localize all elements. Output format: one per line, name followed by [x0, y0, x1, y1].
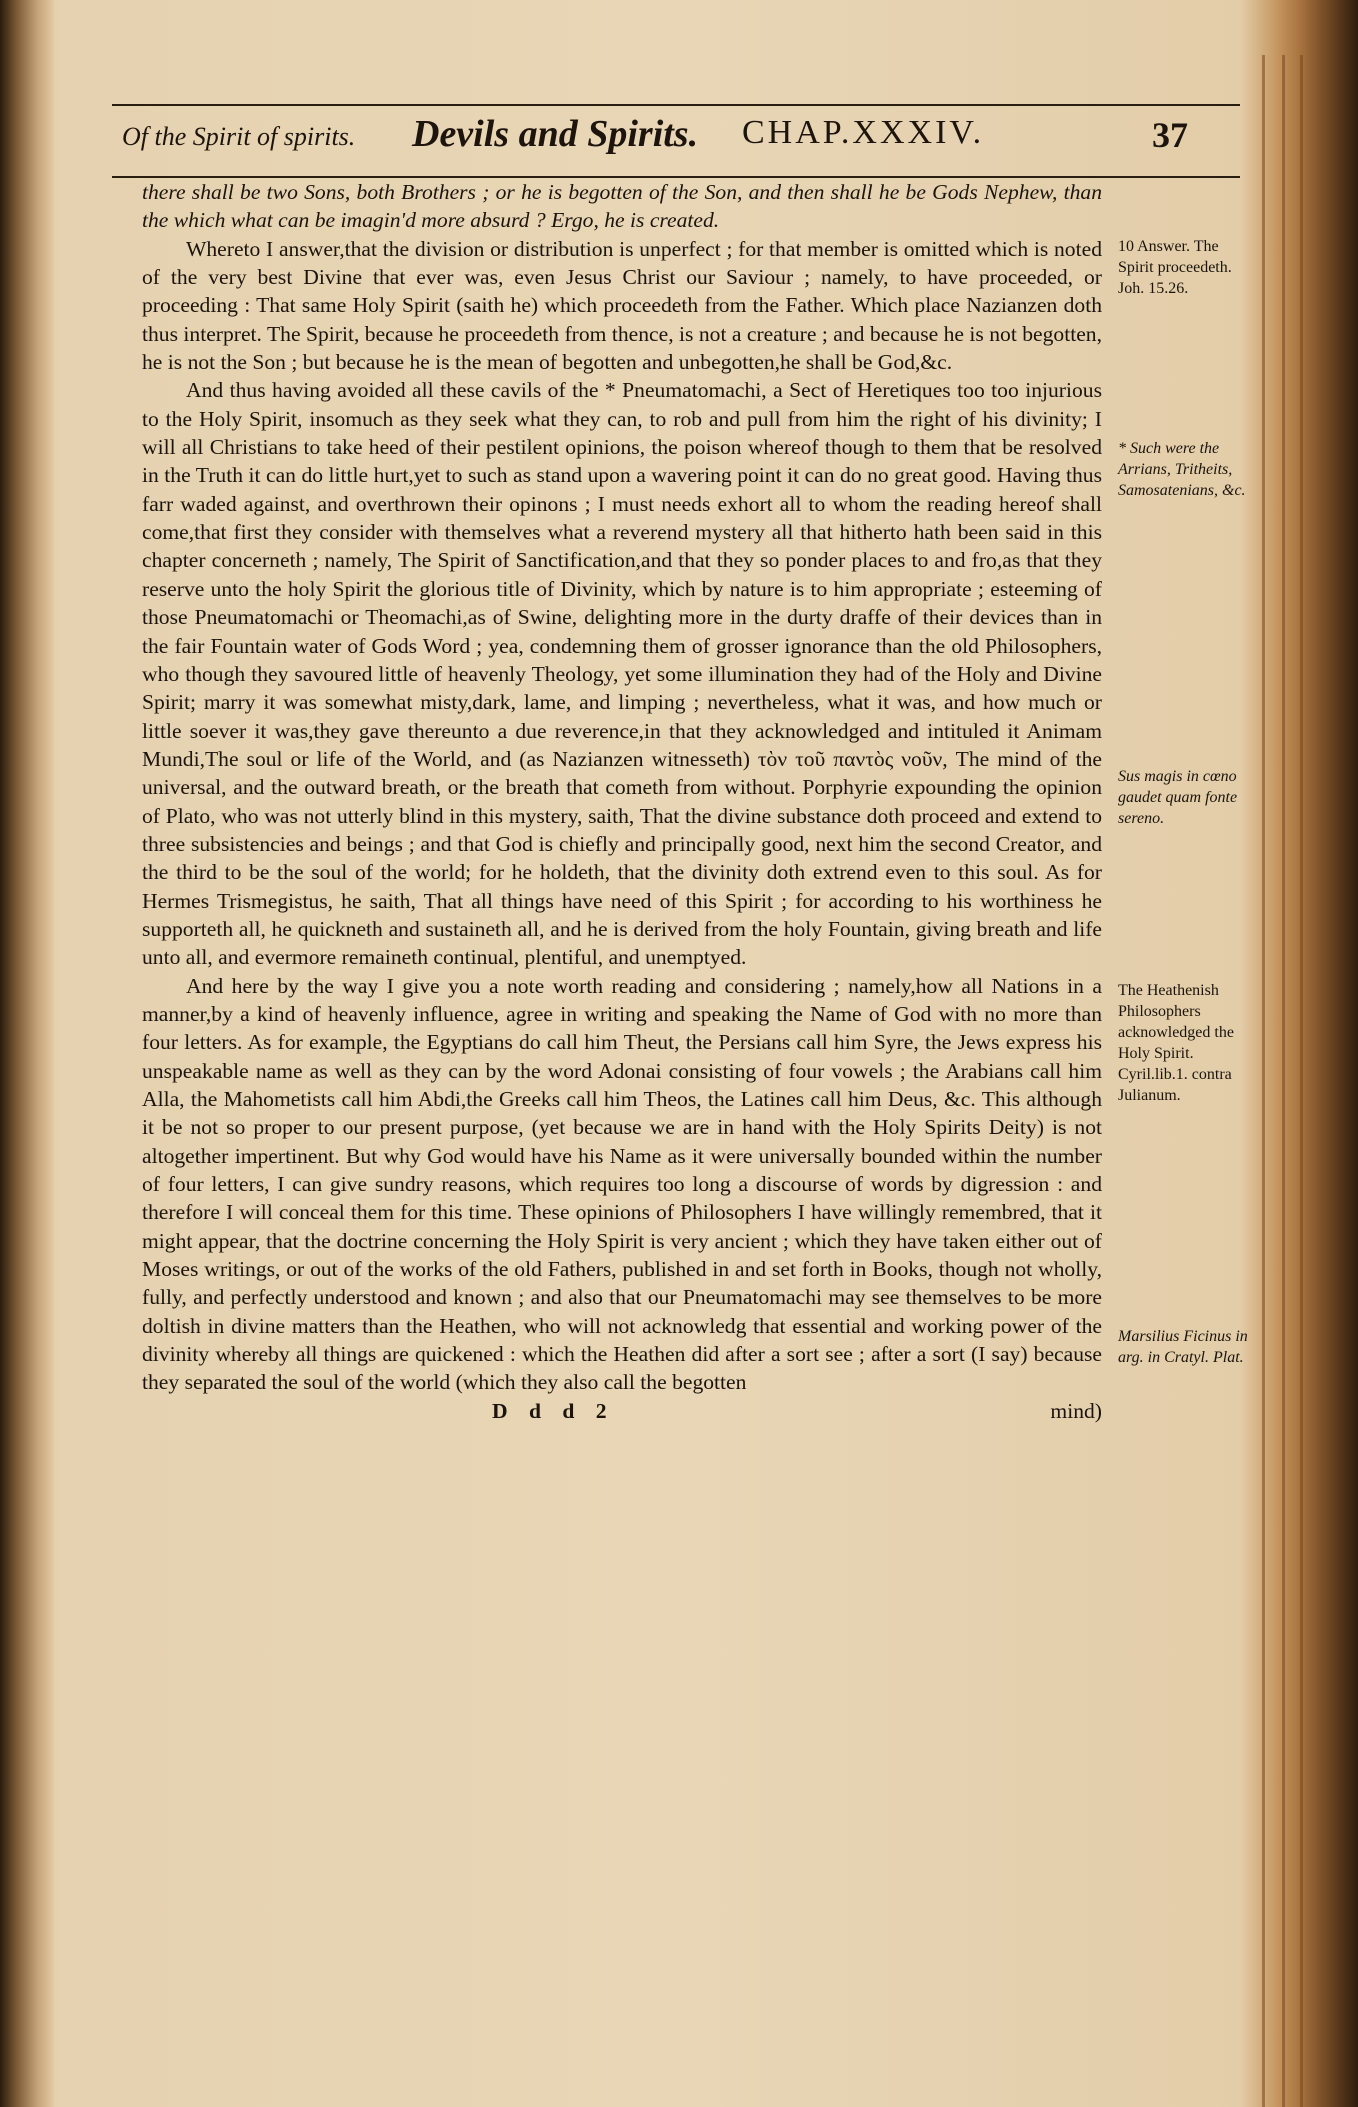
margin-note: The Heathenish Philosophers acknowledged the Holy Spirit. Cyril.lib.1. contra Julianum. [1118, 982, 1234, 1104]
paragraph: And here by the way I give you a note worth reading and considering ; namely,how all Nations in a manner,by a kind of heavenly influence, agree in writing and speaking the Name of God with no more than four letters. As for example, the Egyptians do call him Theut, the Persians call him Syre, the Jews express his unspeakable name as well as they can by the word Adonai consisting of four vowels ; the Arabians call him Alla, the Mahometists call him Abdi,the Greeks call him Theos, the Latines call him Deus, &c. This although it be not so proper to our present purpose, (yet because we are in hand with the Holy Spirits Deity) is not altogether impertinent. But why God would have his Name as it were universally bounded within the number of four letters, I can give sundry reasons, which requires too long a discourse of words by digression : and therefore I will conceal them for this time. These opinions of Philosophers I have willingly remembred, that it might appear, that the doctrine concerning the Holy Spirit is very ancient ; which they have taken either out of Moses writings, or out of the works of the old Fathers, published in and set forth in Books, though not wholly, fully, and perfectly understood and known ; and also that our Pneumatomachi may see themselves to be more doltish in divine matters than the Heathen, who will not acknowledg that essential and working power of the divinity whereby all things are quickened : which the Heathen did after a sort see ; after a sort (I say) because they separated the soul of the world (which they also call the begotten [142, 973, 1102, 1395]
catchword: mind) [1050, 1398, 1102, 1423]
paragraph: Whereto I answer,that the division or distribution is unperfect ; for that member is omitted which is noted of the very best Divine that ever was, even Jesus Christ our Saviour ; namely, to have proceeded, or proceeding : That same Holy Spirit (saith he) which proceedeth from the Father. Which place Nazianzen doth thus interpret. The Spirit, because he proceedeth from thence, is not a creature ; and because he is not begotten, he is not the Son ; but because he is the mean of begotten and unbegotten,he shall be God,&c. [142, 236, 1102, 375]
running-header [112, 104, 1240, 178]
body-text [142, 178, 1102, 1425]
page-edge [1262, 55, 1265, 2107]
page-edge [1300, 55, 1303, 2107]
page-footer [142, 1397, 1102, 1425]
header-left: Of the Spirit of spirits. [122, 122, 356, 151]
book-page [70, 0, 1250, 2107]
margin-note: * Such were the Arrians, Tritheits, Samosatenians, &c. [1118, 440, 1246, 499]
header-chapter: CHAP.XXXIV. [742, 114, 985, 151]
header-title: Devils and Spirits. [412, 113, 699, 155]
margin-note: Sus magis in cœno gaudet quam fonte sereno. [1118, 768, 1238, 827]
binding-fold [0, 0, 55, 2107]
signature-mark: D d d 2 [492, 1398, 615, 1423]
margin-note: 10 Answer. The Spirit proceedeth. Joh. 15.26. [1118, 238, 1232, 297]
margin-note: Marsilius Ficinus in arg. in Cratyl. Plat. [1118, 1328, 1248, 1366]
paragraph: there shall be two Sons, both Brothers ; or he is begotten of the Son, and then shall he be Gods Nephew, than the which what can be imagin'd more absurd ? Ergo, he is created. [142, 180, 1102, 233]
page-edge [1282, 55, 1285, 2107]
paragraph: And thus having avoided all these cavils of the * Pneumatomachi, a Sect of Heretiques too too injurious to the Holy Spirit, insomuch as they seek what they can, to rob and pull from him the right of his divinity; I will all Christians to take heed of their pestilent opinions, the poison whereof though to them that be resolved in the Truth it can do little hurt,yet to such as stand upon a wavering point it can do no great good. Having thus farr waded against, and overthrown their opinons ; I must needs exhort all to whom the reading hereof shall come,that first they consider with themselves what a reverend mystery all that hitherto hath been said in this chapter concerneth ; namely, The Spirit of Sanctification,and that they so ponder places to and fro,as that they reserve unto the holy Spirit the glorious title of Divinity, which by nature is to him appropriate ; esteeming of those Pneumatomachi or Theomachi,as of Swine, delighting more in the durty draffe of their devices than in the fair Fountain water of Gods Word ; yea, condemning them of grosser ignorance than the old Philosophers, who though they savoured little of heavenly Theology, yet some illumination they had of the Holy and Divine Spirit; marry it was somewhat misty,dark, lame, and limping ; nevertheless, what it was, and how much or little soever it was,they gave thereunto a due reverence,in that they acknowledged and intituled it Animam Mundi,The soul or life of the World, and (as Nazianzen witnesseth) τὸν τοῦ παντὸς νοῦν, The mind of the universal, and the outward breath, or the breath that cometh from without. Porphyrie expounding the opinion of Plato, who was not utterly blind in this mystery, saith, That the divine substance doth proceed and extend to three subsistencies and beings ; and that God is chiefly and principally good, next him the second Creator, and the third to be the soul of the world; for he holdeth, that the divinity doth extrend even to this soul. As for Hermes Trismegistus, he saith, That all things have need of this Spirit ; for according to his worthiness he supporteth all, he quickneth and sustaineth all, and he is derived from the holy Fountain, giving breath and life unto all, and evermore remaineth continual, plentiful, and unemptyed. [142, 378, 1102, 970]
page-number: 37 [1152, 115, 1188, 155]
